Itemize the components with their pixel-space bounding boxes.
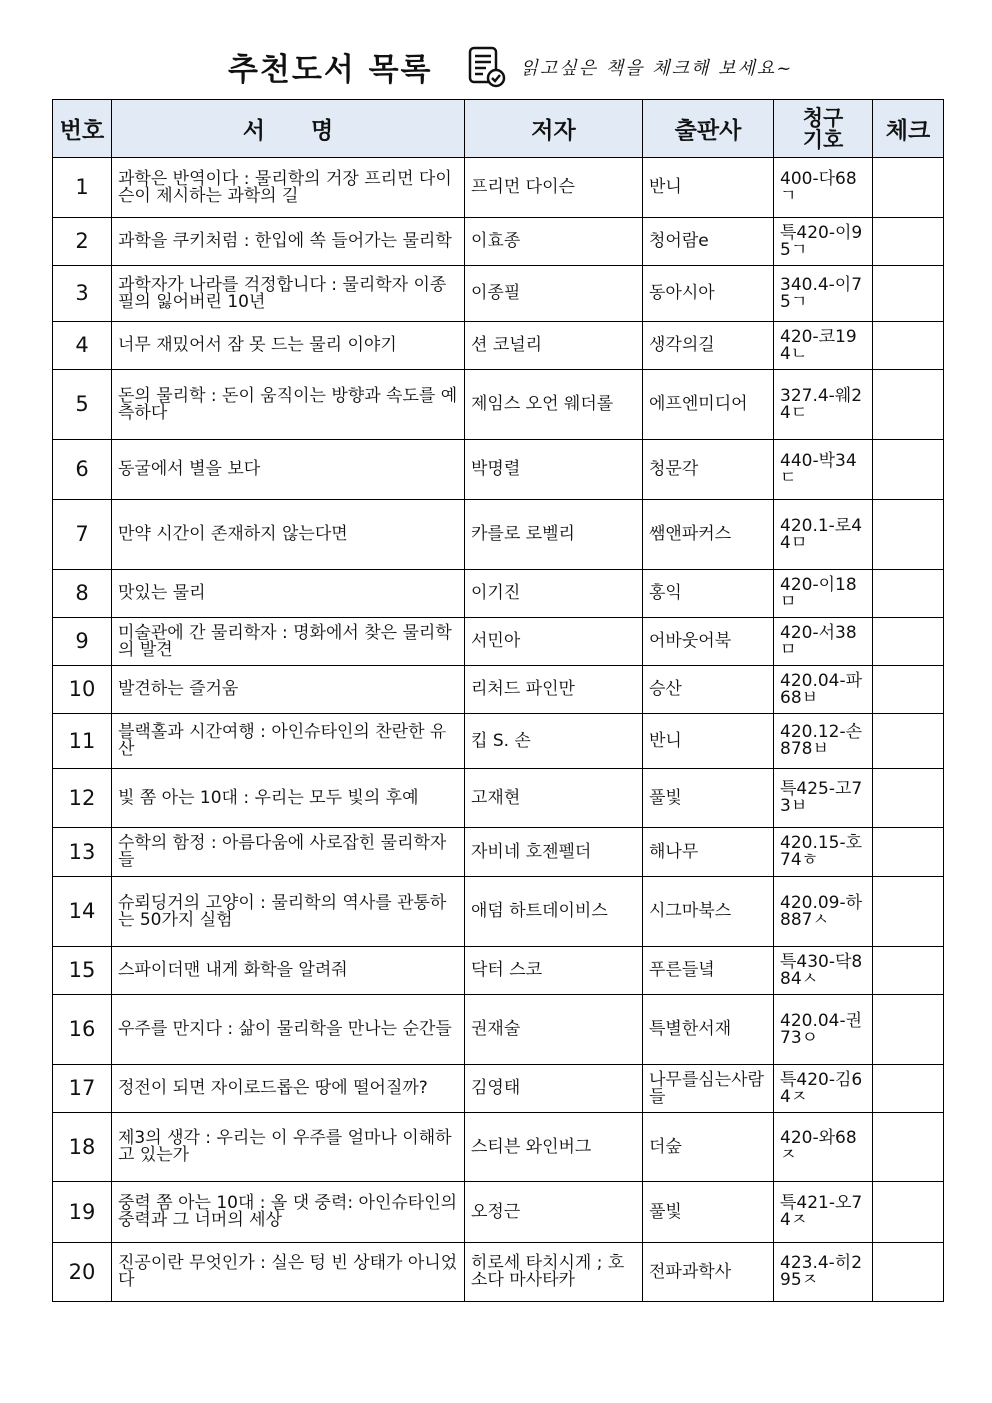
call-number: 327.4-웨24ㄷ bbox=[774, 370, 873, 440]
row-number: 20 bbox=[53, 1243, 112, 1302]
page-title: 추천도서 목록 bbox=[228, 52, 433, 88]
check-cell[interactable] bbox=[873, 877, 944, 947]
row-number: 15 bbox=[53, 947, 112, 995]
book-title: 스파이더맨 내게 화학을 알려줘 bbox=[112, 947, 465, 995]
book-list-table bbox=[52, 99, 944, 1302]
call-number: 특421-오74ㅈ bbox=[774, 1182, 873, 1243]
check-cell[interactable] bbox=[873, 1243, 944, 1302]
row-number: 11 bbox=[53, 714, 112, 769]
book-title: 과학은 반역이다 : 물리학의 거장 프리먼 다이슨이 제시하는 과학의 길 bbox=[112, 158, 465, 218]
table-row bbox=[53, 769, 944, 828]
call-number: 420-코194ㄴ bbox=[774, 322, 873, 370]
table-row bbox=[53, 440, 944, 500]
book-author: 이종필 bbox=[465, 266, 643, 322]
book-title: 과학을 쿠키처럼 : 한입에 쏙 들어가는 물리학 bbox=[112, 218, 465, 266]
book-author: 스티븐 와인버그 bbox=[465, 1113, 643, 1182]
check-cell[interactable] bbox=[873, 1065, 944, 1113]
book-title: 돈의 물리학 : 돈이 움직이는 방향과 속도를 예측하다 bbox=[112, 370, 465, 440]
check-cell[interactable] bbox=[873, 769, 944, 828]
call-number: 420.1-로44ㅁ bbox=[774, 500, 873, 570]
book-publisher: 나무를심는사람들 bbox=[643, 1065, 774, 1113]
call-number: 특430-닥884ㅅ bbox=[774, 947, 873, 995]
call-number: 420.04-파68ㅂ bbox=[774, 666, 873, 714]
table-row bbox=[53, 995, 944, 1065]
row-number: 3 bbox=[53, 266, 112, 322]
book-publisher: 청어람e bbox=[643, 218, 774, 266]
table-row bbox=[53, 877, 944, 947]
call-number: 440-박34ㄷ bbox=[774, 440, 873, 500]
book-title: 진공이란 무엇인가 : 실은 텅 빈 상태가 아니었다 bbox=[112, 1243, 465, 1302]
row-number: 4 bbox=[53, 322, 112, 370]
book-publisher: 청문각 bbox=[643, 440, 774, 500]
call-number: 420.15-호74ㅎ bbox=[774, 828, 873, 877]
book-publisher: 특별한서재 bbox=[643, 995, 774, 1065]
col-call-number bbox=[774, 100, 873, 158]
table-row bbox=[53, 500, 944, 570]
book-publisher: 반니 bbox=[643, 158, 774, 218]
book-title: 정전이 되면 자이로드롭은 땅에 떨어질까? bbox=[112, 1065, 465, 1113]
call-number: 420.09-하887ㅅ bbox=[774, 877, 873, 947]
row-number: 12 bbox=[53, 769, 112, 828]
book-publisher: 홍익 bbox=[643, 570, 774, 618]
col-call-line1: 청구 bbox=[802, 105, 844, 130]
book-publisher: 쌤앤파커스 bbox=[643, 500, 774, 570]
book-author: 오정근 bbox=[465, 1182, 643, 1243]
check-cell[interactable] bbox=[873, 218, 944, 266]
row-number: 16 bbox=[53, 995, 112, 1065]
check-cell[interactable] bbox=[873, 714, 944, 769]
book-publisher: 풀빛 bbox=[643, 769, 774, 828]
book-title: 동굴에서 별을 보다 bbox=[112, 440, 465, 500]
book-author: 김영태 bbox=[465, 1065, 643, 1113]
row-number: 2 bbox=[53, 218, 112, 266]
page-header bbox=[228, 44, 793, 89]
book-publisher: 풀빛 bbox=[643, 1182, 774, 1243]
check-cell[interactable] bbox=[873, 158, 944, 218]
table-row bbox=[53, 714, 944, 769]
book-author: 고재현 bbox=[465, 769, 643, 828]
book-title: 블랙홀과 시간여행 : 아인슈타인의 찬란한 유산 bbox=[112, 714, 465, 769]
check-cell[interactable] bbox=[873, 828, 944, 877]
col-author: 저자 bbox=[465, 100, 643, 158]
book-title: 중력 쫌 아는 10대 : 올 댓 중력: 아인슈타인의 중력과 그 너머의 세상 bbox=[112, 1182, 465, 1243]
row-number: 5 bbox=[53, 370, 112, 440]
book-title: 과학자가 나라를 걱정합니다 : 물리학자 이종필의 잃어버린 10년 bbox=[112, 266, 465, 322]
table-header-row bbox=[53, 100, 944, 158]
table-row bbox=[53, 158, 944, 218]
check-cell[interactable] bbox=[873, 266, 944, 322]
book-author: 권재술 bbox=[465, 995, 643, 1065]
book-author: 닥터 스코 bbox=[465, 947, 643, 995]
book-author: 서민아 bbox=[465, 618, 643, 666]
book-author: 자비네 호젠펠더 bbox=[465, 828, 643, 877]
book-publisher: 해나무 bbox=[643, 828, 774, 877]
table-row bbox=[53, 1243, 944, 1302]
book-author: 프리먼 다이슨 bbox=[465, 158, 643, 218]
book-publisher: 반니 bbox=[643, 714, 774, 769]
table-row bbox=[53, 570, 944, 618]
call-number: 420.12-손878ㅂ bbox=[774, 714, 873, 769]
book-author: 이기진 bbox=[465, 570, 643, 618]
row-number: 14 bbox=[53, 877, 112, 947]
row-number: 18 bbox=[53, 1113, 112, 1182]
call-number: 423.4-히295ㅈ bbox=[774, 1243, 873, 1302]
book-publisher: 어바웃어북 bbox=[643, 618, 774, 666]
col-publisher: 출판사 bbox=[643, 100, 774, 158]
book-title: 발견하는 즐거움 bbox=[112, 666, 465, 714]
page-subtitle: 읽고싶은 책을 체크해 보세요~ bbox=[520, 57, 794, 79]
table-row bbox=[53, 618, 944, 666]
call-number: 340.4-이75ㄱ bbox=[774, 266, 873, 322]
call-number: 420-와68ㅈ bbox=[774, 1113, 873, 1182]
check-cell[interactable] bbox=[873, 370, 944, 440]
check-cell[interactable] bbox=[873, 1182, 944, 1243]
book-author: 이효종 bbox=[465, 218, 643, 266]
book-author: 리처드 파인만 bbox=[465, 666, 643, 714]
row-number: 1 bbox=[53, 158, 112, 218]
book-title: 수학의 함정 : 아름다움에 사로잡힌 물리학자들 bbox=[112, 828, 465, 877]
col-number: 번호 bbox=[53, 100, 112, 158]
book-title: 만약 시간이 존재하지 않는다면 bbox=[112, 500, 465, 570]
check-cell[interactable] bbox=[873, 947, 944, 995]
book-author: 히로세 타치시게 ; 호소다 마사타카 bbox=[465, 1243, 643, 1302]
table-row bbox=[53, 947, 944, 995]
book-author: 박명렬 bbox=[465, 440, 643, 500]
checklist-icon bbox=[468, 46, 506, 88]
book-author: 카를로 로벨리 bbox=[465, 500, 643, 570]
book-publisher: 시그마북스 bbox=[643, 877, 774, 947]
table-row bbox=[53, 666, 944, 714]
table-row bbox=[53, 218, 944, 266]
book-publisher: 더숲 bbox=[643, 1113, 774, 1182]
book-title: 너무 재밌어서 잠 못 드는 물리 이야기 bbox=[112, 322, 465, 370]
check-cell[interactable] bbox=[873, 1113, 944, 1182]
book-title: 슈뢰딩거의 고양이 : 물리학의 역사를 관통하는 50가지 실험 bbox=[112, 877, 465, 947]
book-title: 미술관에 간 물리학자 : 명화에서 찾은 물리학의 발견 bbox=[112, 618, 465, 666]
call-number: 420-서38ㅁ bbox=[774, 618, 873, 666]
book-author: 제임스 오언 웨더롤 bbox=[465, 370, 643, 440]
col-check: 체크 bbox=[873, 100, 944, 158]
table-row bbox=[53, 266, 944, 322]
row-number: 17 bbox=[53, 1065, 112, 1113]
book-publisher: 동아시아 bbox=[643, 266, 774, 322]
book-publisher: 에프엔미디어 bbox=[643, 370, 774, 440]
row-number: 10 bbox=[53, 666, 112, 714]
book-title: 빛 쫌 아는 10대 : 우리는 모두 빛의 후예 bbox=[112, 769, 465, 828]
check-cell[interactable] bbox=[873, 570, 944, 618]
call-number: 420.04-권73ㅇ bbox=[774, 995, 873, 1065]
book-publisher: 전파과학사 bbox=[643, 1243, 774, 1302]
row-number: 13 bbox=[53, 828, 112, 877]
call-number: 특420-김64ㅈ bbox=[774, 1065, 873, 1113]
table-row bbox=[53, 1065, 944, 1113]
check-cell[interactable] bbox=[873, 666, 944, 714]
row-number: 19 bbox=[53, 1182, 112, 1243]
call-number: 420-이18ㅁ bbox=[774, 570, 873, 618]
table-row bbox=[53, 322, 944, 370]
book-author: 션 코널리 bbox=[465, 322, 643, 370]
col-call-line2: 기호 bbox=[802, 127, 844, 152]
row-number: 7 bbox=[53, 500, 112, 570]
book-publisher: 승산 bbox=[643, 666, 774, 714]
book-title: 우주를 만지다 : 삶이 물리학을 만나는 순간들 bbox=[112, 995, 465, 1065]
table-row bbox=[53, 370, 944, 440]
book-author: 킵 S. 손 bbox=[465, 714, 643, 769]
book-publisher: 생각의길 bbox=[643, 322, 774, 370]
table-row bbox=[53, 1113, 944, 1182]
table-row bbox=[53, 1182, 944, 1243]
check-cell[interactable] bbox=[873, 322, 944, 370]
book-title: 제3의 생각 : 우리는 이 우주를 얼마나 이해하고 있는가 bbox=[112, 1113, 465, 1182]
book-author: 애덤 하트데이비스 bbox=[465, 877, 643, 947]
check-cell[interactable] bbox=[873, 440, 944, 500]
check-cell[interactable] bbox=[873, 618, 944, 666]
call-number: 특420-이95ㄱ bbox=[774, 218, 873, 266]
check-cell[interactable] bbox=[873, 995, 944, 1065]
call-number: 특425-고73ㅂ bbox=[774, 769, 873, 828]
check-cell[interactable] bbox=[873, 500, 944, 570]
row-number: 8 bbox=[53, 570, 112, 618]
book-title: 맛있는 물리 bbox=[112, 570, 465, 618]
row-number: 6 bbox=[53, 440, 112, 500]
table-row bbox=[53, 828, 944, 877]
col-title: 서 명 bbox=[112, 100, 465, 158]
book-publisher: 푸른들녘 bbox=[643, 947, 774, 995]
row-number: 9 bbox=[53, 618, 112, 666]
call-number: 400-다68ㄱ bbox=[774, 158, 873, 218]
